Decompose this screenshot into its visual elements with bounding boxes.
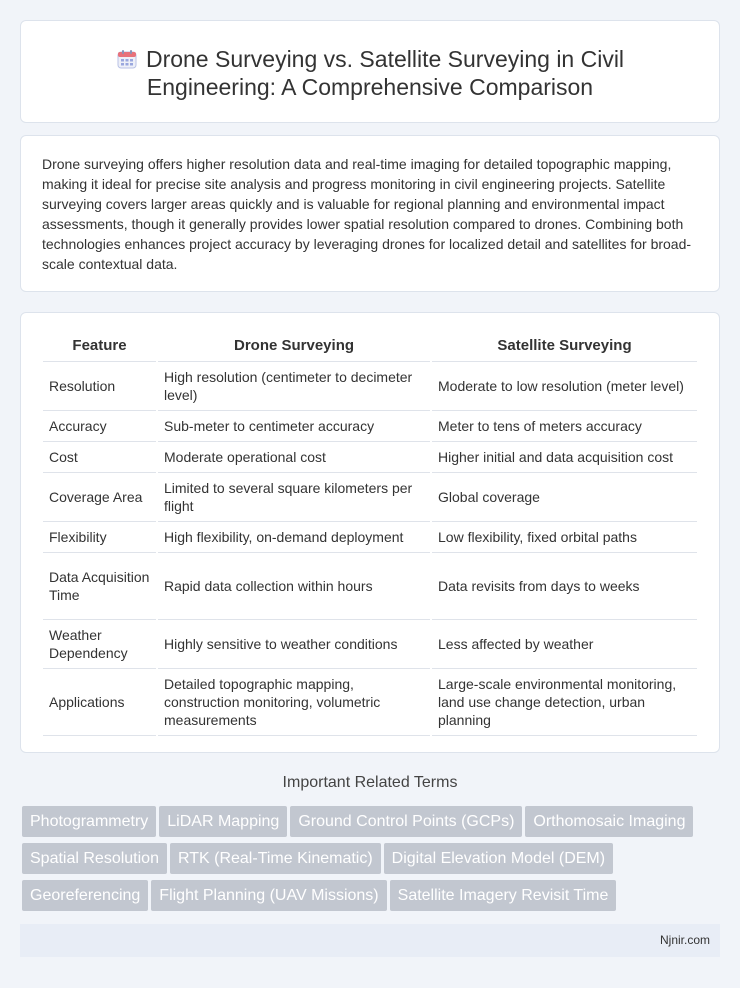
table-row: [43, 553, 697, 620]
feature-cell: Weather Dependency: [43, 620, 156, 669]
term-tag[interactable]: RTK (Real-Time Kinematic): [170, 843, 381, 874]
drone-cell: Limited to several square kilometers per flight: [158, 473, 430, 522]
feature-cell: Coverage Area: [43, 473, 156, 522]
term-tag[interactable]: Orthomosaic Imaging: [525, 806, 693, 837]
header-feature: Feature: [43, 330, 156, 362]
feature-cell: Accuracy: [43, 411, 156, 442]
related-terms-list: [22, 806, 722, 917]
table-row: [43, 669, 697, 736]
satellite-cell: Moderate to low resolution (meter level): [432, 362, 697, 411]
drone-cell: Rapid data collection within hours: [158, 553, 430, 620]
table-row: [43, 620, 697, 669]
table-row: [43, 411, 697, 442]
drone-cell: Highly sensitive to weather conditions: [158, 620, 430, 669]
summary-card: [20, 135, 720, 292]
comparison-table: [41, 330, 699, 736]
table-row: [43, 362, 697, 411]
summary-text: Drone surveying offers higher resolution data and real-time imaging for detailed topographic mapping, making it ideal for precise site analysis and progress monitoring in civil engineering projects. Satellite surveying covers larger areas quickly and is valuable for regional planning and environmental impact assessments, though it generally provides lower spatial resolution compared to drones. Combining both technologies enhances project accuracy by leveraging drones for localized detail and satellites for broad-scale contextual data.: [42, 156, 692, 272]
feature-cell: Data Acquisition Time: [43, 553, 156, 620]
table-row: [43, 473, 697, 522]
term-tag[interactable]: Flight Planning (UAV Missions): [151, 880, 386, 911]
feature-cell: Resolution: [43, 362, 156, 411]
satellite-cell: Meter to tens of meters accuracy: [432, 411, 697, 442]
satellite-cell: Large-scale environmental monitoring, land use change detection, urban planning: [432, 669, 697, 736]
drone-cell: Sub-meter to centimeter accuracy: [158, 411, 430, 442]
drone-cell: High resolution (centimeter to decimeter level): [158, 362, 430, 411]
table-header-row: [43, 330, 697, 362]
header-satellite: Satellite Surveying: [432, 330, 697, 362]
term-tag[interactable]: LiDAR Mapping: [159, 806, 287, 837]
header-drone: Drone Surveying: [158, 330, 430, 362]
feature-cell: Flexibility: [43, 522, 156, 553]
satellite-cell: Global coverage: [432, 473, 697, 522]
calendar-icon: [116, 48, 138, 70]
footer: [20, 924, 720, 957]
drone-cell: Moderate operational cost: [158, 442, 430, 473]
term-tag[interactable]: Georeferencing: [22, 880, 148, 911]
feature-cell: Cost: [43, 442, 156, 473]
page-title-wrap: [21, 45, 719, 101]
satellite-cell: Low flexibility, fixed orbital paths: [432, 522, 697, 553]
comparison-card: [20, 312, 720, 753]
drone-cell: High flexibility, on-demand deployment: [158, 522, 430, 553]
term-tag[interactable]: Digital Elevation Model (DEM): [384, 843, 613, 874]
satellite-cell: Higher initial and data acquisition cost: [432, 442, 697, 473]
drone-cell: Detailed topographic mapping, construction monitoring, volumetric measurements: [158, 669, 430, 736]
page-title: Drone Surveying vs. Satellite Surveying in Civil Engineering: A Comprehensive Comparison: [145, 46, 625, 100]
term-tag[interactable]: Photogrammetry: [22, 806, 156, 837]
satellite-cell: Less affected by weather: [432, 620, 697, 669]
satellite-cell: Data revisits from days to weeks: [432, 553, 697, 620]
term-tag[interactable]: Spatial Resolution: [22, 843, 167, 874]
related-terms-title: Important Related Terms: [282, 774, 458, 791]
title-card: [20, 20, 720, 123]
footer-site[interactable]: Njnir.com: [659, 933, 710, 947]
term-tag[interactable]: Satellite Imagery Revisit Time: [390, 880, 617, 911]
feature-cell: Applications: [43, 669, 156, 736]
table-row: [43, 442, 697, 473]
table-row: [43, 522, 697, 553]
term-tag[interactable]: Ground Control Points (GCPs): [290, 806, 522, 837]
